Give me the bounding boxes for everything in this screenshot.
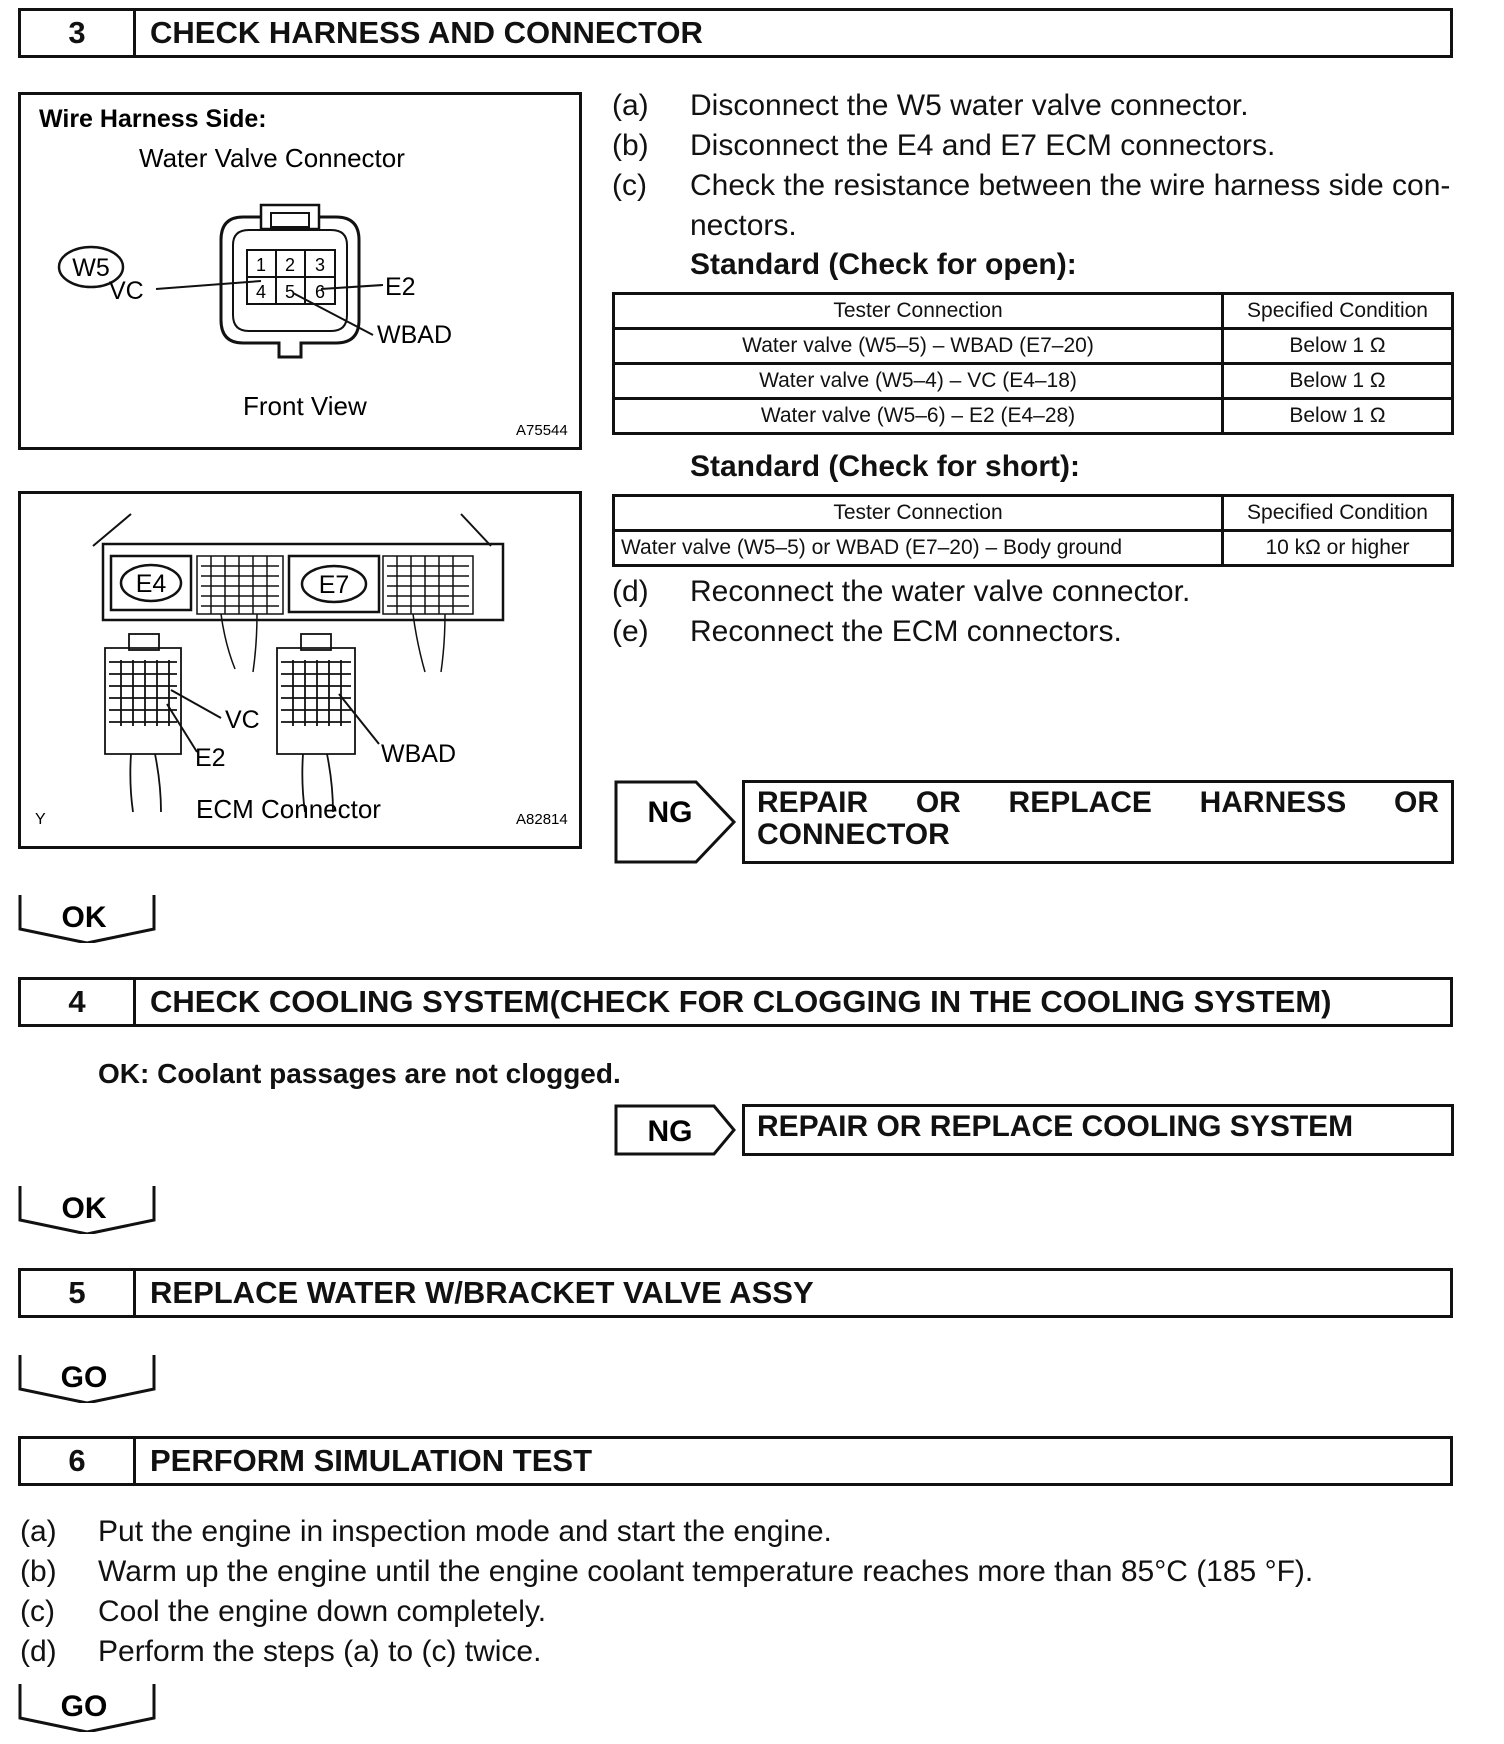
ecm-socket-1 (197, 556, 283, 672)
table-cell: Below 1 Ω (1223, 329, 1453, 364)
step-number: 3 (21, 11, 136, 55)
e4-plug (105, 634, 181, 812)
table-cell: Water valve (W5–6) – E2 (E4–28) (614, 399, 1223, 434)
ng-arrow (614, 780, 738, 864)
table-row (614, 329, 1453, 364)
pin-4: 4 (255, 282, 267, 302)
vc-label: VC (109, 277, 144, 305)
instruction-text: Disconnect the W5 water valve connector. (690, 89, 1249, 122)
connector-latch (261, 205, 319, 229)
instruction-text: Disconnect the E4 and E7 ECM connectors. (690, 129, 1276, 162)
e2-label: E2 (385, 273, 416, 301)
ok-label: OK (61, 1192, 107, 1225)
front-view-label: Front View (243, 391, 367, 421)
step-title: CHECK HARNESS AND CONNECTOR (150, 15, 703, 50)
ok-arrow (18, 1184, 156, 1234)
instruction-text: Put the engine in inspection mode and start the engine. (98, 1515, 832, 1548)
e7-plug (277, 634, 355, 812)
pin-3: 3 (314, 255, 326, 275)
wbad-label: WBAD (381, 740, 456, 768)
table-header: Tester Connection (614, 294, 1223, 329)
standard-open-table (612, 292, 1454, 435)
table-row (614, 531, 1453, 566)
e4-label: E4 (135, 570, 167, 598)
table-header: Specified Condition (1223, 294, 1453, 329)
table-row (614, 399, 1453, 434)
standard-short-title: Standard (Check for short): (690, 450, 1081, 483)
ng-arrow (614, 1104, 738, 1156)
e2-label: E2 (195, 744, 226, 772)
standard-open-title: Standard (Check for open): (690, 248, 1077, 281)
instruction-text: Check the resistance between the wire harness side con- (690, 169, 1451, 202)
ng-result-word: HARNESS (1199, 786, 1347, 819)
ecm-connector-diagram (21, 494, 579, 846)
table-cell: Water valve (W5–4) – VC (E4–18) (614, 364, 1223, 399)
table-cell: Below 1 Ω (1223, 399, 1453, 434)
go-label: GO (60, 1690, 108, 1723)
ecm-connector-figure (18, 491, 582, 849)
instruction-text: Perform the steps (a) to (c) twice. (98, 1635, 542, 1668)
step-number: 6 (21, 1439, 136, 1483)
pin-6: 6 (314, 282, 326, 302)
instruction-letter: (d) (612, 575, 649, 608)
go-arrow (18, 1353, 156, 1403)
ng-result-box (742, 780, 1454, 864)
table-header-row (614, 294, 1453, 329)
instruction-letter: (b) (612, 129, 649, 162)
pin-2: 2 (284, 255, 296, 275)
ng-result-box (742, 1104, 1454, 1156)
instruction-letter: (a) (612, 89, 649, 122)
wbad-label: WBAD (377, 321, 452, 349)
ok-label: OK (61, 901, 107, 934)
instruction-letter: (a) (20, 1515, 57, 1548)
figure-code: A82814 (516, 811, 568, 828)
standard-short-table (612, 494, 1454, 567)
ecm-socket-2 (383, 556, 473, 672)
e7-label: E7 (318, 571, 350, 599)
ng-result-text: REPAIR OR REPLACE COOLING SYSTEM (757, 1110, 1354, 1143)
ng-result-line2: CONNECTOR (757, 818, 950, 851)
step-5-header (18, 1268, 1453, 1318)
instruction-text: Cool the engine down completely. (98, 1595, 547, 1628)
instruction-text: Reconnect the ECM connectors. (690, 615, 1122, 648)
water-valve-connector-figure (18, 92, 582, 450)
ng-result-word: REPAIR (757, 786, 869, 819)
instruction-letter: (c) (612, 169, 647, 202)
ng-label: NG (647, 796, 693, 829)
instruction-text: Reconnect the water valve connector. (690, 575, 1191, 608)
corner-mark: Y (35, 811, 46, 828)
figure-code: A75544 (516, 422, 568, 439)
ok-criterion: OK: Coolant passages are not clogged. (98, 1058, 621, 1089)
step-number: 4 (21, 980, 136, 1024)
go-arrow (18, 1682, 156, 1732)
step-title: PERFORM SIMULATION TEST (150, 1443, 593, 1478)
step-title: REPLACE WATER W/BRACKET VALVE ASSY (150, 1275, 814, 1310)
step-4-header (18, 977, 1453, 1027)
instruction-letter: (d) (20, 1635, 57, 1668)
instruction-letter: (b) (20, 1555, 57, 1588)
ng-result-word: OR (1394, 786, 1439, 819)
fig-caption: Water Valve Connector (139, 143, 405, 173)
table-header-row (614, 496, 1453, 531)
table-cell: Water valve (W5–5) – WBAD (E7–20) (614, 329, 1223, 364)
ng-result-word: OR (915, 786, 961, 819)
table-cell: 10 kΩ or higher (1223, 531, 1453, 566)
connector-inner (233, 230, 347, 331)
pin-1: 1 (255, 255, 267, 275)
instruction-text: Warm up the engine until the engine coolant temperature reaches more than 85°C (185 °F). (98, 1555, 1314, 1588)
w5-tag: W5 (72, 254, 110, 282)
table-cell: Water valve (W5–5) or WBAD (E7–20) – Body ground (614, 531, 1223, 566)
water-valve-connector-diagram (21, 95, 579, 447)
table-header: Tester Connection (614, 496, 1223, 531)
ok-arrow (18, 893, 156, 943)
instruction-letter: (e) (612, 615, 649, 648)
instruction-text: nectors. (690, 209, 797, 242)
step-3-header (18, 8, 1453, 58)
table-row (614, 364, 1453, 399)
ng-result-line1 (757, 787, 1439, 819)
table-header: Specified Condition (1223, 496, 1453, 531)
vc-label: VC (225, 706, 260, 734)
ng-label: NG (647, 1115, 693, 1148)
pin-5: 5 (284, 282, 296, 302)
step-number: 5 (21, 1271, 136, 1315)
step-6-header (18, 1436, 1453, 1486)
ng-result-word: REPLACE (1008, 786, 1152, 819)
step-title: CHECK COOLING SYSTEM(CHECK FOR CLOGGING IN THE COOLING SYSTEM) (150, 984, 1332, 1019)
table-cell: Below 1 Ω (1223, 364, 1453, 399)
instruction-letter: (c) (20, 1595, 55, 1628)
ecm-caption: ECM Connector (196, 794, 381, 824)
fig-heading: Wire Harness Side: (39, 105, 267, 133)
go-label: GO (60, 1361, 108, 1394)
